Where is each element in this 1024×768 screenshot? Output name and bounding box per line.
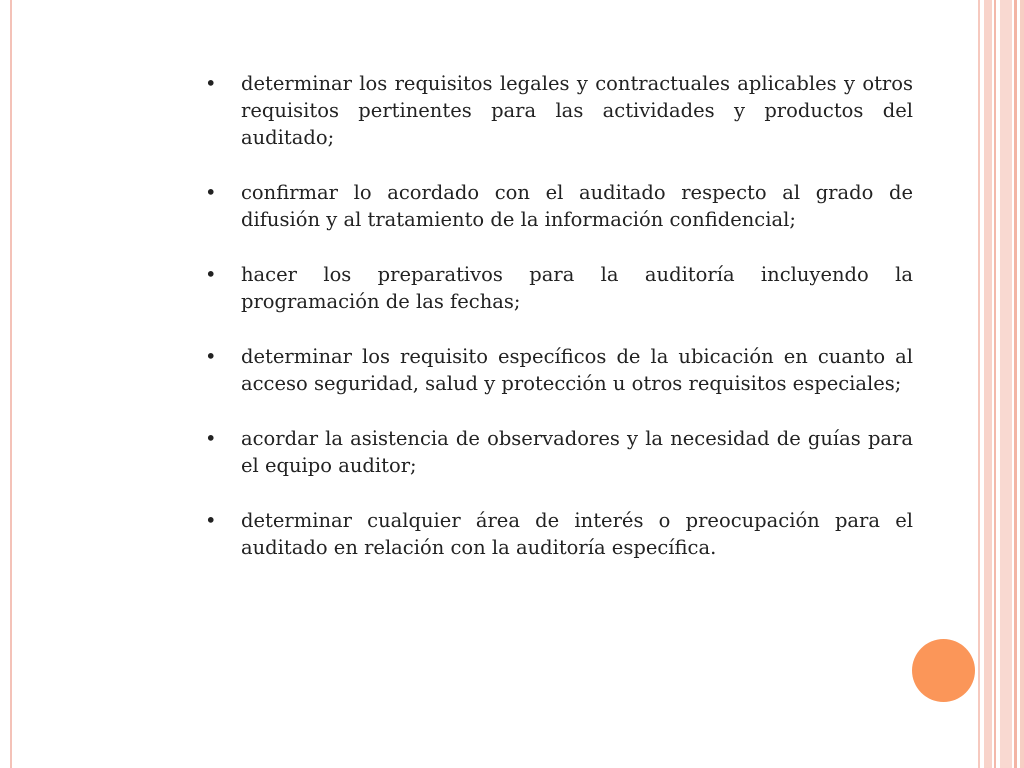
bullet-icon: •: [205, 509, 217, 532]
bullet-list: [205, 70, 913, 589]
bullet-icon: •: [205, 345, 217, 368]
list-item: [205, 343, 913, 397]
bullet-text: determinar los requisitos legales y contractuales aplicables y otros requisitos pertinentes para las actividades y productos del auditado;: [241, 72, 913, 149]
stripe: [1014, 0, 1017, 768]
bullet-icon: •: [205, 263, 217, 286]
stripe: [978, 0, 980, 768]
stripe: [984, 0, 992, 768]
stripe: [1000, 0, 1012, 768]
bullet-text: acordar la asistencia de observadores y la necesidad de guías para el equipo auditor;: [241, 427, 913, 477]
list-item: [205, 507, 913, 561]
bullet-text: determinar cualquier área de interés o preocupación para el auditado en relación con la auditoría específica.: [241, 509, 913, 559]
bullet-text: confirmar lo acordado con el auditado respecto al grado de difusión y al tratamiento de la información confidencial;: [241, 181, 913, 231]
list-item: [205, 179, 913, 233]
list-item: [205, 261, 913, 315]
bullet-text: determinar los requisito específicos de la ubicación en cuanto al acceso seguridad, salud y protección u otros requisitos especiales;: [241, 345, 913, 395]
list-item: [205, 425, 913, 479]
bullet-icon: •: [205, 427, 217, 450]
left-border-line: [10, 0, 12, 768]
stripe: [994, 0, 996, 768]
right-decorative-stripes: [978, 0, 1024, 768]
orange-circle-decoration: [912, 639, 975, 702]
bullet-text: hacer los preparativos para la auditoría incluyendo la programación de las fechas;: [241, 263, 913, 313]
bullet-icon: •: [205, 72, 217, 95]
stripe: [1020, 0, 1024, 768]
list-item: [205, 70, 913, 151]
bullet-icon: •: [205, 181, 217, 204]
